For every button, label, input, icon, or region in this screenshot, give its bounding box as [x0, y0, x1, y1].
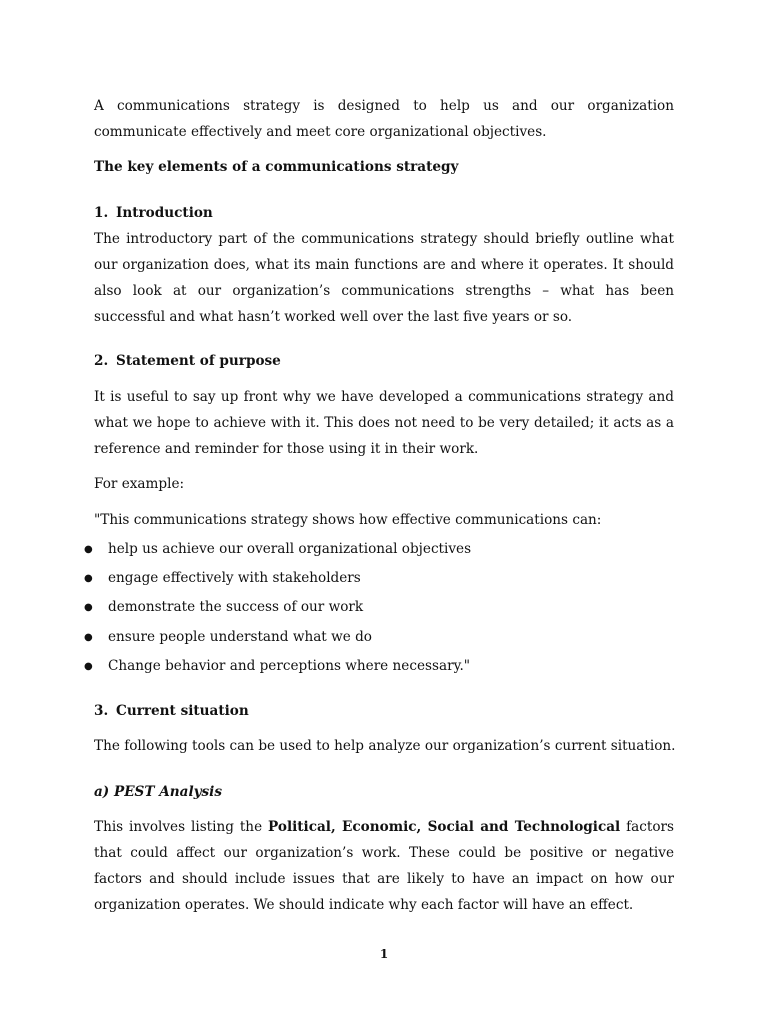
- page-number: 1: [379, 947, 389, 961]
- section-heading-current-situation: [94, 701, 249, 721]
- pest-body-post: factors that could affect our organization’s work. These could be positive or negative factors and should include issues that are likely to have an impact on how our organization operates. We should indicate why each factor will have an effect.: [94, 819, 674, 913]
- bullet-icon: ●: [84, 544, 93, 555]
- pest-factors-bold: Political, Economic, Social and Technological: [268, 819, 621, 835]
- list-item-text: help us achieve our overall organizational objectives: [108, 541, 472, 557]
- list-item: [84, 539, 471, 568]
- list-item: [84, 627, 471, 656]
- section-number: 1.: [94, 205, 109, 221]
- purpose-bullet-list: [84, 539, 471, 685]
- list-item-text: Change behavior and perceptions where necessary.": [108, 657, 471, 674]
- section-number: 2.: [94, 353, 109, 369]
- list-item: [84, 597, 471, 626]
- current-situation-body: The following tools can be used to help analyze our organization’s current situation.: [94, 738, 676, 754]
- list-item-text: ensure people understand what we do: [108, 628, 372, 645]
- intro-paragraph: A communications strategy is designed to help us and our organization communicate effectively and meet core organizational objectives.: [94, 98, 674, 140]
- bullet-icon: ●: [84, 660, 93, 672]
- list-item: [84, 656, 471, 685]
- quote-intro: "This communications strategy shows how effective communications can:: [94, 512, 602, 528]
- list-item-text: engage effectively with stakeholders: [108, 570, 361, 587]
- list-item-text: demonstrate the success of our work: [108, 599, 364, 616]
- example-label: For example:: [94, 476, 185, 492]
- introduction-body: The introductory part of the communications strategy should briefly outline what our organization does, what its main functions are and where it operates. It should also look at our organization’s communications strengths – what has been successful and what hasn’t worked well over the last five years or so.: [94, 231, 674, 325]
- pest-body-pre: This involves listing the: [94, 819, 269, 835]
- section-number: 3.: [94, 703, 109, 719]
- section-title: Statement of purpose: [116, 353, 281, 369]
- pest-analysis-title: a) PEST Analysis: [94, 784, 222, 800]
- purpose-body: It is useful to say up front why we have developed a communications strategy and what we hope to achieve with it. This does not need to be very detailed; it acts as a reference and reminder for those using it in their work.: [94, 389, 674, 457]
- main-heading: The key elements of a communications strategy: [94, 159, 459, 175]
- section-heading-purpose: [94, 351, 281, 371]
- bullet-icon: ●: [84, 602, 93, 614]
- section-title: Introduction: [116, 205, 213, 221]
- list-item: [84, 568, 471, 597]
- pest-analysis-body: [94, 814, 674, 918]
- bullet-icon: ●: [84, 631, 93, 643]
- section-title: Current situation: [116, 703, 249, 719]
- bullet-icon: ●: [84, 573, 93, 585]
- section-heading-introduction: [94, 203, 213, 223]
